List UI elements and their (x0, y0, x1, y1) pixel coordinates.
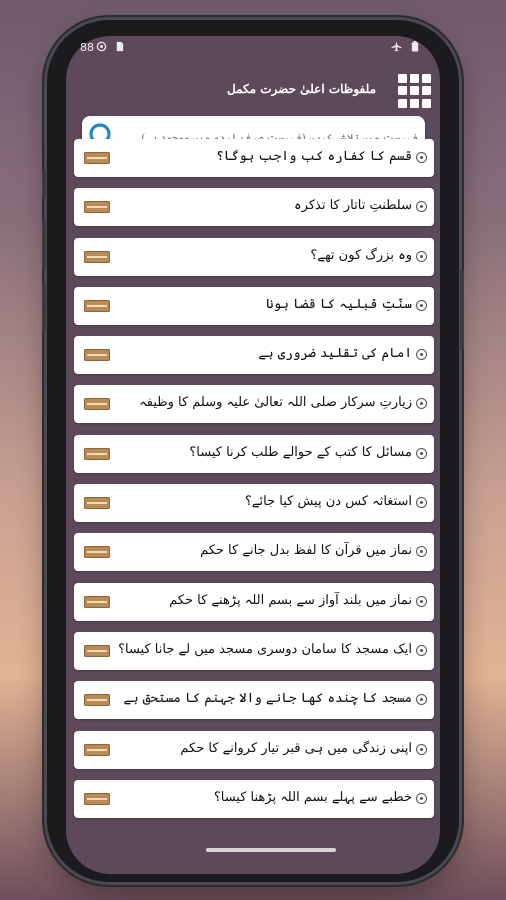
book-badge-icon (84, 448, 110, 460)
list-item[interactable] (74, 188, 434, 226)
list-item-label: نماز میں بلند آواز سے بسم اللہ پڑھنے کا حکم (169, 592, 412, 608)
volume-up-button (42, 220, 46, 270)
bullet-icon (416, 398, 427, 409)
list-item-label: امام کی تقلید ضروری ہے (258, 346, 412, 362)
bullet-icon (416, 349, 427, 360)
book-badge-icon (84, 497, 110, 509)
status-time: 88 (80, 41, 94, 54)
bullet-icon (416, 694, 427, 705)
bullet-icon (416, 744, 427, 755)
list-item[interactable] (74, 533, 434, 571)
list-item-label: وہ بزرگ کون تھے؟ (310, 247, 412, 263)
list-item[interactable] (74, 583, 434, 621)
settings-icon (96, 41, 107, 52)
bullet-icon (416, 546, 427, 557)
bullet-icon (416, 793, 427, 804)
bullet-icon (416, 497, 427, 508)
grid-menu-icon[interactable] (398, 74, 432, 108)
list-item-label: سلطنتِ تاتار کا تذکرہ (294, 198, 412, 214)
book-badge-icon (84, 645, 110, 657)
book-badge-icon (84, 596, 110, 608)
book-badge-icon (84, 349, 110, 361)
status-bar (66, 36, 440, 58)
list-item[interactable] (74, 385, 434, 423)
book-badge-icon (84, 694, 110, 706)
topic-list[interactable] (66, 149, 440, 874)
app-title: ملفوظات اعلیٰ حضرت مکمل (227, 82, 376, 96)
sim-icon (114, 41, 125, 52)
list-item-label: قسم کا کفارہ کب واجب ہوگا؟ (216, 149, 412, 164)
bullet-icon (416, 448, 427, 459)
book-badge-icon (84, 398, 110, 410)
list-item[interactable] (74, 484, 434, 522)
book-badge-icon (84, 251, 110, 263)
book-badge-icon (84, 201, 110, 213)
list-item-label: ایک مسجد کا سامان دوسری مسجد میں لے جانا کیسا؟ (118, 641, 412, 657)
list-item[interactable] (74, 238, 434, 276)
bullet-icon (416, 152, 427, 163)
bullet-icon (416, 251, 427, 262)
list-item-label: زیارتِ سرکار صلی اللہ تعالیٰ علیہ وسلم کا وظیفہ (139, 395, 412, 411)
power-button (460, 270, 464, 350)
list-item-label: نماز میں قرآن کا لفظ بدل جانے کا حکم (200, 543, 412, 559)
bullet-icon (416, 201, 427, 212)
list-item[interactable] (74, 681, 434, 719)
app-screen (66, 36, 440, 874)
list-item-label: اپنی زندگی میں ہی قبر تیار کروانے کا حکم (180, 740, 412, 756)
list-item-label: مسائل کا کتب کے حوالے طلب کرنا کیسا؟ (189, 444, 412, 460)
list-item[interactable] (74, 287, 434, 325)
airplane-mode-icon (391, 41, 402, 52)
list-item[interactable] (74, 336, 434, 374)
bullet-icon (416, 596, 427, 607)
battery-icon (411, 41, 419, 52)
list-item[interactable] (74, 435, 434, 473)
list-item-label: خطبے سے پہلے بسم اللہ پڑھنا کیسا؟ (213, 789, 412, 805)
list-item-label: استغاثہ کس دن پیش کیا جائے؟ (245, 494, 412, 510)
list-item[interactable] (74, 632, 434, 670)
bullet-icon (416, 645, 427, 656)
bullet-icon (416, 300, 427, 311)
list-item[interactable] (74, 780, 434, 818)
book-badge-icon (84, 152, 110, 164)
book-badge-icon (84, 546, 110, 558)
list-item-label: سنّتِ قبلیہ کا قضا ہونا (265, 296, 412, 312)
list-item[interactable] (74, 139, 434, 177)
home-indicator[interactable] (206, 848, 336, 852)
book-badge-icon (84, 744, 110, 756)
mute-switch (42, 170, 46, 198)
book-badge-icon (84, 793, 110, 805)
list-item-label: مسجد کا چندہ کھا جانے والا جہنم کا مستحق ہے (123, 691, 412, 707)
volume-down-button (42, 282, 46, 332)
book-badge-icon (84, 300, 110, 312)
list-item[interactable] (74, 731, 434, 769)
